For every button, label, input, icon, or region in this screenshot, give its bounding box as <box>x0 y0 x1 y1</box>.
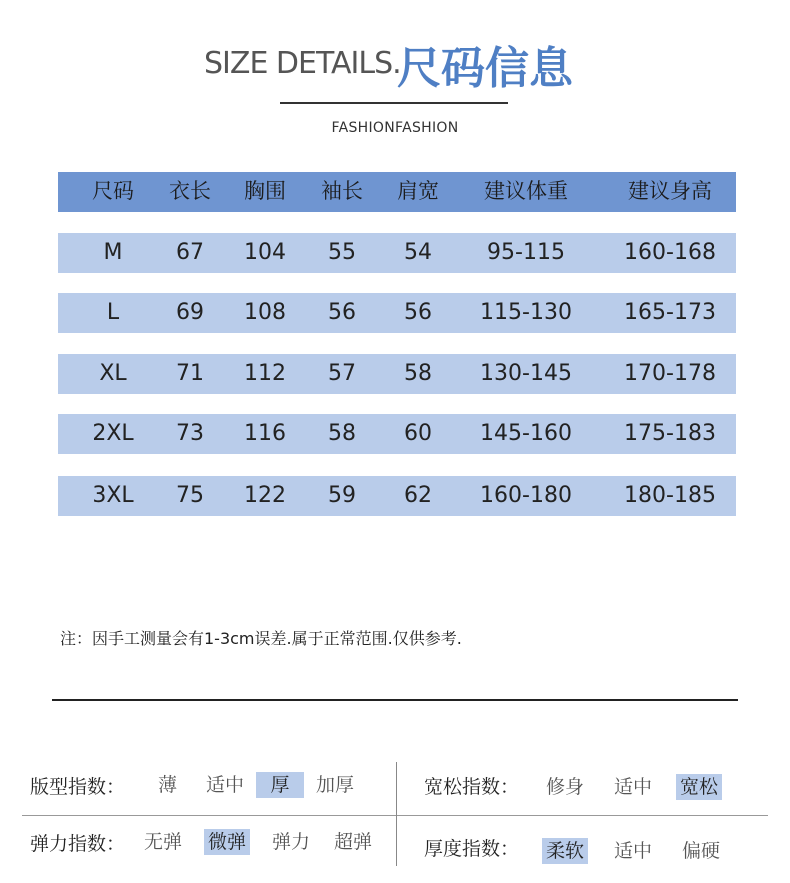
table-header-row <box>58 172 736 212</box>
looseness-option: 修身 <box>546 776 585 798</box>
header-weight: 建议体重 <box>484 179 568 203</box>
cell-size: XL <box>99 361 127 386</box>
cell-length: 75 <box>176 483 204 508</box>
table-row <box>58 414 736 454</box>
index-column-divider <box>396 762 397 866</box>
cell-length: 69 <box>176 300 204 325</box>
table-row <box>58 476 736 516</box>
cell-sleeve: 58 <box>328 421 356 446</box>
looseness-option: 宽松 <box>676 774 722 800</box>
thickness-index-label: 厚度指数： <box>424 838 520 860</box>
measurement-note: 注：因手工测量会有1-3cm误差.属于正常范围.仅供参考. <box>60 629 462 648</box>
cell-chest: 104 <box>244 240 286 265</box>
thickness-option: 适中 <box>614 840 653 862</box>
cell-size: 3XL <box>92 483 134 508</box>
cell-height: 175-183 <box>624 421 716 446</box>
cell-shoulder: 58 <box>404 361 432 386</box>
cell-height: 165-173 <box>624 300 716 325</box>
subtitle: FASHIONFASHION <box>331 120 459 136</box>
fit-option: 薄 <box>158 774 178 796</box>
cell-sleeve: 57 <box>328 361 356 386</box>
cell-weight: 160-180 <box>480 483 572 508</box>
cell-weight: 115-130 <box>480 300 572 325</box>
table-row <box>58 233 736 273</box>
fit-index-label: 版型指数： <box>30 776 126 798</box>
looseness-option: 适中 <box>614 776 653 798</box>
cell-height: 170-178 <box>624 361 716 386</box>
cell-height: 180-185 <box>624 483 716 508</box>
cell-height: 160-168 <box>624 240 716 265</box>
header-size: 尺码 <box>92 179 134 203</box>
cell-chest: 108 <box>244 300 286 325</box>
cell-length: 71 <box>176 361 204 386</box>
cell-sleeve: 55 <box>328 240 356 265</box>
cell-shoulder: 60 <box>404 421 432 446</box>
cell-chest: 122 <box>244 483 286 508</box>
cell-shoulder: 62 <box>404 483 432 508</box>
cell-shoulder: 54 <box>404 240 432 265</box>
header-height: 建议身高 <box>628 179 712 203</box>
elasticity-option: 微弹 <box>204 829 250 855</box>
header-chest: 胸围 <box>244 179 286 203</box>
elasticity-option: 无弹 <box>144 831 183 853</box>
cell-weight: 145-160 <box>480 421 572 446</box>
fit-option: 厚 <box>256 772 304 798</box>
cell-size: M <box>103 240 123 265</box>
elasticity-option: 弹力 <box>272 831 311 853</box>
thickness-option: 偏硬 <box>682 840 721 862</box>
header-shoulder: 肩宽 <box>397 179 439 203</box>
table-row <box>58 354 736 394</box>
thickness-option: 柔软 <box>542 838 588 864</box>
title-chinese: 尺码信息 <box>397 43 573 94</box>
fit-option: 适中 <box>206 774 245 796</box>
cell-length: 67 <box>176 240 204 265</box>
looseness-index-label: 宽松指数： <box>424 776 520 798</box>
title-english: SIZE DETAILS. <box>204 46 401 81</box>
cell-shoulder: 56 <box>404 300 432 325</box>
cell-weight: 130-145 <box>480 361 572 386</box>
cell-chest: 112 <box>244 361 286 386</box>
cell-size: L <box>106 300 120 325</box>
cell-size: 2XL <box>92 421 134 446</box>
cell-sleeve: 59 <box>328 483 356 508</box>
index-divider <box>22 815 768 816</box>
cell-chest: 116 <box>244 421 286 446</box>
cell-weight: 95-115 <box>487 240 565 265</box>
elasticity-option: 超弹 <box>334 831 373 853</box>
cell-sleeve: 56 <box>328 300 356 325</box>
fit-option: 加厚 <box>316 774 355 796</box>
header-sleeve: 袖长 <box>321 179 363 203</box>
table-row <box>58 293 736 333</box>
section-divider <box>52 699 738 701</box>
elasticity-index-label: 弹力指数： <box>30 833 126 855</box>
cell-length: 73 <box>176 421 204 446</box>
header-length: 衣长 <box>169 179 211 203</box>
title-divider <box>280 102 508 104</box>
